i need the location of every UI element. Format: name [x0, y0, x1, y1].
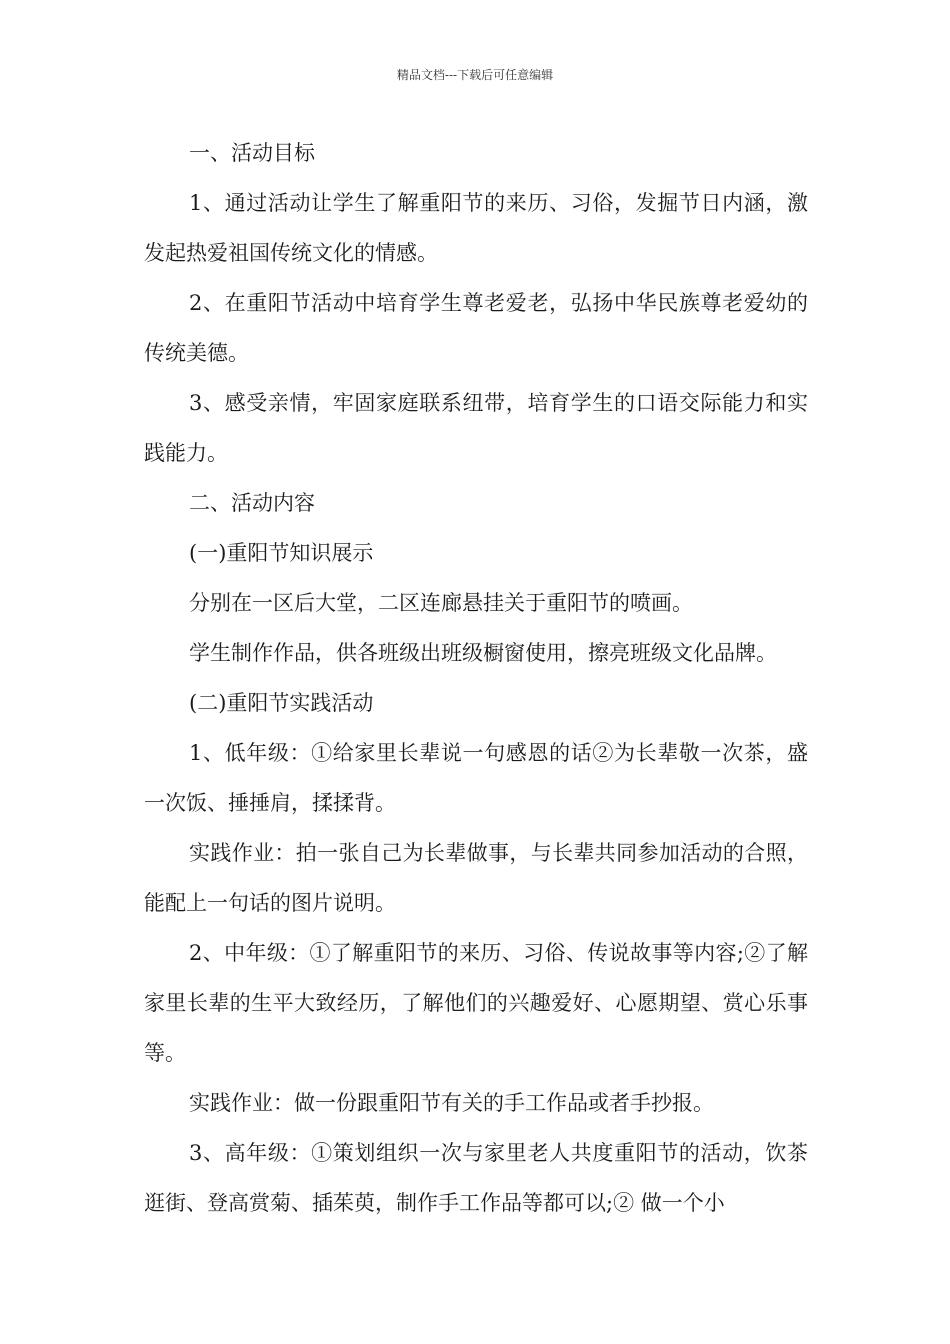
paragraph: 实践作业：拍一张自己为长辈做事，与长辈共同参加活动的合照，能配上一句话的图片说明。	[144, 841, 808, 915]
paragraph: 1、通过活动让学生了解重阳节的来历、习俗，发掘节日内涵，激发起热爱祖国传统文化的情感。	[144, 191, 808, 265]
paragraph: 2、在重阳节活动中培育学生尊老爱老，弘扬中华民族尊老爱幼的传统美德。	[144, 291, 808, 365]
paragraph: 1、低年级：①给家里长辈说一句感恩的话②为长辈敬一次茶，盛一次饭、捶捶肩，揉揉背。	[144, 741, 808, 815]
page-header: 精品文档---下载后可任意编辑	[396, 68, 554, 82]
paragraph: 学生制作作品，供各班级出班级橱窗使用，擦亮班级文化品牌。	[189, 641, 777, 665]
section-heading: 一、活动目标	[189, 141, 315, 165]
paragraph: 分别在一区后大堂，二区连廊悬挂关于重阳节的喷画。	[189, 591, 693, 615]
paragraph: 3、感受亲情，牢固家庭联系纽带，培育学生的口语交际能力和实践能力。	[144, 391, 808, 465]
document-body	[144, 128, 808, 1228]
paragraph: 3、高年级：①策划组织一次与家里老人共度重阳节的活动，饮茶逛街、登高赏菊、插茱萸，制作手工作品等都可以;② 做一个小	[144, 1141, 808, 1215]
section-heading: 二、活动内容	[189, 491, 315, 515]
subsection-heading: (一)重阳节知识展示	[189, 541, 374, 565]
paragraph: 2、中年级：①了解重阳节的来历、习俗、传说故事等内容;②了解家里长辈的生平大致经历，了解他们的兴趣爱好、心愿期望、赏心乐事等。	[144, 941, 808, 1065]
subsection-heading: (二)重阳节实践活动	[189, 691, 374, 715]
paragraph: 实践作业：做一份跟重阳节有关的手工作品或者手抄报。	[189, 1091, 714, 1115]
